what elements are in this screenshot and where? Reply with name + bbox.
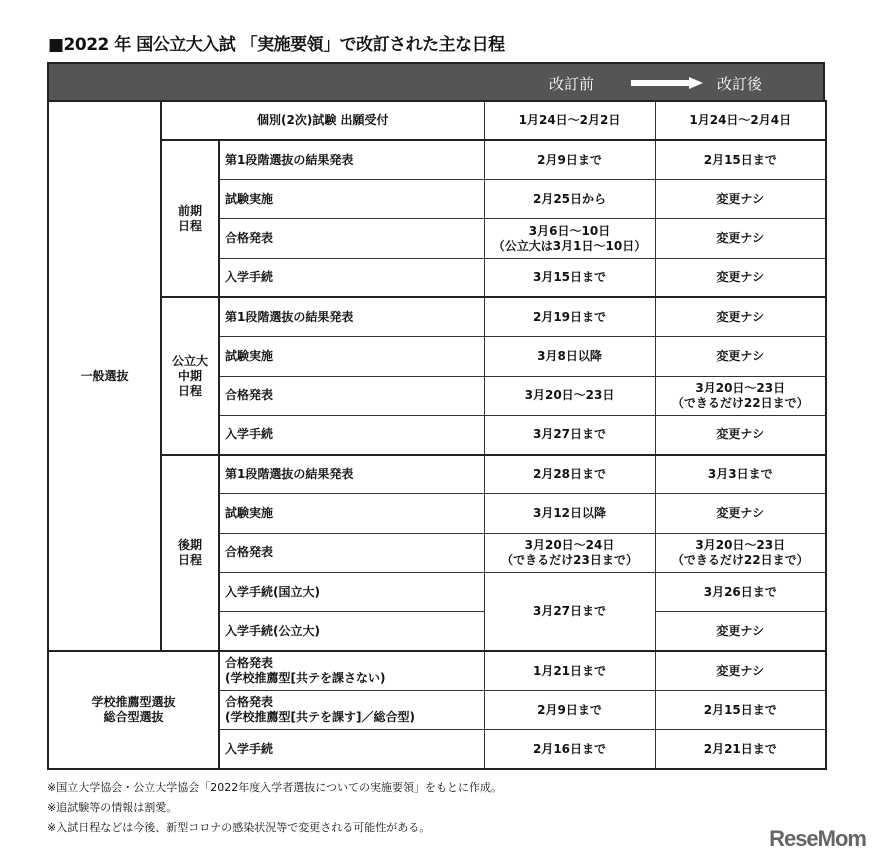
before-value — [484, 455, 655, 494]
category-suisen — [48, 651, 219, 769]
table-body — [47, 100, 827, 770]
schedule-item — [219, 415, 484, 454]
before-value-text: 1月21日まで — [532, 663, 607, 678]
table-row — [48, 140, 826, 179]
before-value-text: 2月9日まで — [537, 702, 602, 717]
resemom-logo: ReseMom — [769, 826, 866, 851]
before-value — [484, 219, 655, 258]
schedule-item — [219, 730, 484, 769]
schedule-item — [219, 533, 484, 572]
before-value-text: 3月27日まで — [532, 604, 607, 619]
before-value-text: 3月8日以降 — [537, 348, 602, 363]
footnotes — [47, 778, 502, 838]
period-koki-text: 後期 日程 — [177, 537, 202, 567]
after-value-text: 3月20日～23日 — [695, 537, 786, 552]
after-value — [655, 651, 826, 690]
schedule-item — [219, 573, 484, 612]
header-before: 改訂前 — [549, 75, 595, 93]
schedule-item-text: 第1段階選抜の結果発表 — [225, 309, 354, 324]
footnote: ※入試日程などは今後、新型コロナの感染状況等で変更される可能性がある。 — [47, 821, 431, 834]
schedule-item — [219, 337, 484, 376]
after-value — [655, 612, 826, 651]
category-suisen-text: 学校推薦型選抜 総合型選抜 — [91, 695, 176, 725]
schedule-item — [219, 376, 484, 415]
before-value — [484, 651, 655, 690]
after-value — [655, 140, 826, 179]
before-value-text: 3月12日以降 — [532, 506, 607, 521]
row-label — [161, 101, 484, 140]
schedule-item-text: 入学手続(公立大) — [225, 623, 320, 638]
schedule-item — [219, 690, 484, 729]
after-value — [655, 494, 826, 533]
after-value-text: 変更ナシ — [716, 309, 765, 324]
before-value-text: 1月24日～2月2日 — [518, 113, 621, 128]
footnote: ※国立大学協会・公立大学協会「2022年度入学者選抜についての実施要領」をもとに作成。 — [47, 781, 502, 794]
before-value-text: （公立大は3月1日～10日） — [492, 238, 647, 253]
after-value-text: 3月26日まで — [703, 584, 777, 599]
after-value — [655, 730, 826, 769]
schedule-item — [219, 258, 484, 297]
after-value-text: 3月20日～23日 — [695, 380, 786, 395]
schedule-item — [219, 180, 484, 219]
after-value-text: 変更ナシ — [716, 427, 765, 442]
after-value-text: 変更ナシ — [716, 663, 765, 678]
period-koki — [161, 455, 219, 651]
after-value — [655, 415, 826, 454]
period-zenki-text: 前期 日程 — [177, 203, 202, 233]
table-header-band — [47, 62, 825, 100]
header-after: 改訂後 — [717, 75, 763, 93]
after-value-text: 変更ナシ — [716, 506, 765, 521]
before-value — [484, 297, 655, 336]
before-value — [484, 415, 655, 454]
before-value — [484, 101, 655, 140]
schedule-item — [219, 651, 484, 690]
before-value — [484, 494, 655, 533]
category-general — [48, 101, 161, 651]
before-value — [484, 140, 655, 179]
schedule-item-text: (学校推薦型[共テを課さない) — [225, 671, 386, 686]
table-row — [48, 101, 826, 140]
table-row — [48, 455, 826, 494]
before-value — [484, 730, 655, 769]
before-value — [484, 258, 655, 297]
schedule-item — [219, 297, 484, 336]
schedule-item-text: 合格発表 — [225, 231, 274, 246]
after-value-text: 変更ナシ — [716, 623, 765, 638]
before-value — [484, 337, 655, 376]
schedule-item-text: (学校推薦型[共テを課す]／総合型) — [225, 710, 415, 725]
before-value — [484, 690, 655, 729]
after-value — [655, 573, 826, 612]
table-row — [48, 297, 826, 336]
schedule-item-text: 入学手続 — [225, 270, 274, 285]
schedule-item-text: 試験実施 — [225, 506, 274, 521]
footnote: ※追試験等の情報は割愛。 — [47, 801, 178, 814]
before-value — [484, 533, 655, 572]
after-value-text: （できるだけ22日まで） — [671, 395, 809, 410]
schedule-item-text: 入学手続 — [225, 741, 274, 756]
after-value-text: 2月15日まで — [703, 152, 777, 167]
schedule-item-text: 第1段階選抜の結果発表 — [225, 152, 354, 167]
before-value-text: 3月27日まで — [532, 427, 607, 442]
category-general-text: 一般選抜 — [80, 368, 129, 383]
before-value — [484, 180, 655, 219]
after-value — [655, 297, 826, 336]
before-value-text: 2月25日から — [532, 191, 607, 206]
schedule-item-text: 合格発表 — [225, 545, 274, 560]
period-chuki — [161, 297, 219, 454]
after-value-text: 3月3日まで — [707, 467, 773, 482]
schedule-item — [219, 140, 484, 179]
after-value — [655, 690, 826, 729]
table-row — [48, 651, 826, 690]
after-value — [655, 180, 826, 219]
schedule-item — [219, 219, 484, 258]
before-value — [484, 376, 655, 415]
schedule-item-text: 合格発表 — [225, 388, 274, 403]
after-value-text: 変更ナシ — [716, 191, 765, 206]
before-value-text: 2月19日まで — [532, 309, 607, 324]
after-value-text: 1月24日～2月4日 — [689, 113, 792, 128]
schedule-item-text: 合格発表 — [225, 695, 274, 710]
after-value-text: 2月21日まで — [703, 741, 777, 756]
after-value — [655, 219, 826, 258]
schedule-item-text: 合格発表 — [225, 656, 274, 671]
before-value-text: 3月15日まで — [532, 270, 607, 285]
before-value — [484, 573, 655, 652]
after-value-text: 2月15日まで — [703, 702, 777, 717]
schedule-item — [219, 612, 484, 651]
after-value — [655, 101, 826, 140]
schedule-item-text: 第1段階選抜の結果発表 — [225, 467, 354, 482]
after-value-text: 変更ナシ — [716, 348, 765, 363]
after-value-text: 変更ナシ — [716, 231, 765, 246]
page-title: ■2022 年 国公立大入試 「実施要領」で改訂された主な日程 — [48, 35, 505, 55]
schedule-item-text: 試験実施 — [225, 191, 274, 206]
after-value-text: （できるだけ22日まで） — [671, 552, 809, 567]
after-value — [655, 376, 826, 415]
schedule-item — [219, 455, 484, 494]
arrow-right-icon — [631, 77, 703, 89]
before-value-text: （できるだけ23日まで） — [501, 552, 638, 567]
row-label-text: 個別(2次)試験 出願受付 — [257, 113, 389, 128]
after-value — [655, 258, 826, 297]
schedule-item-text: 試験実施 — [225, 348, 274, 363]
schedule-table — [47, 62, 825, 770]
after-value — [655, 455, 826, 494]
before-value-text: 3月20日～24日 — [524, 537, 615, 552]
schedule-item — [219, 494, 484, 533]
period-zenki — [161, 140, 219, 297]
period-chuki-text: 公立大 中期 日程 — [171, 353, 208, 398]
after-value — [655, 533, 826, 572]
before-value-text: 2月16日まで — [532, 741, 607, 756]
before-value-text: 3月20日～23日 — [524, 388, 615, 403]
before-value-text: 3月6日～10日 — [528, 223, 611, 238]
after-value — [655, 337, 826, 376]
schedule-item-text: 入学手続 — [225, 427, 274, 442]
schedule-item-text: 入学手続(国立大) — [225, 584, 320, 599]
before-value-text: 2月28日まで — [532, 467, 607, 482]
before-value-text: 2月9日まで — [537, 152, 602, 167]
after-value-text: 変更ナシ — [716, 270, 765, 285]
